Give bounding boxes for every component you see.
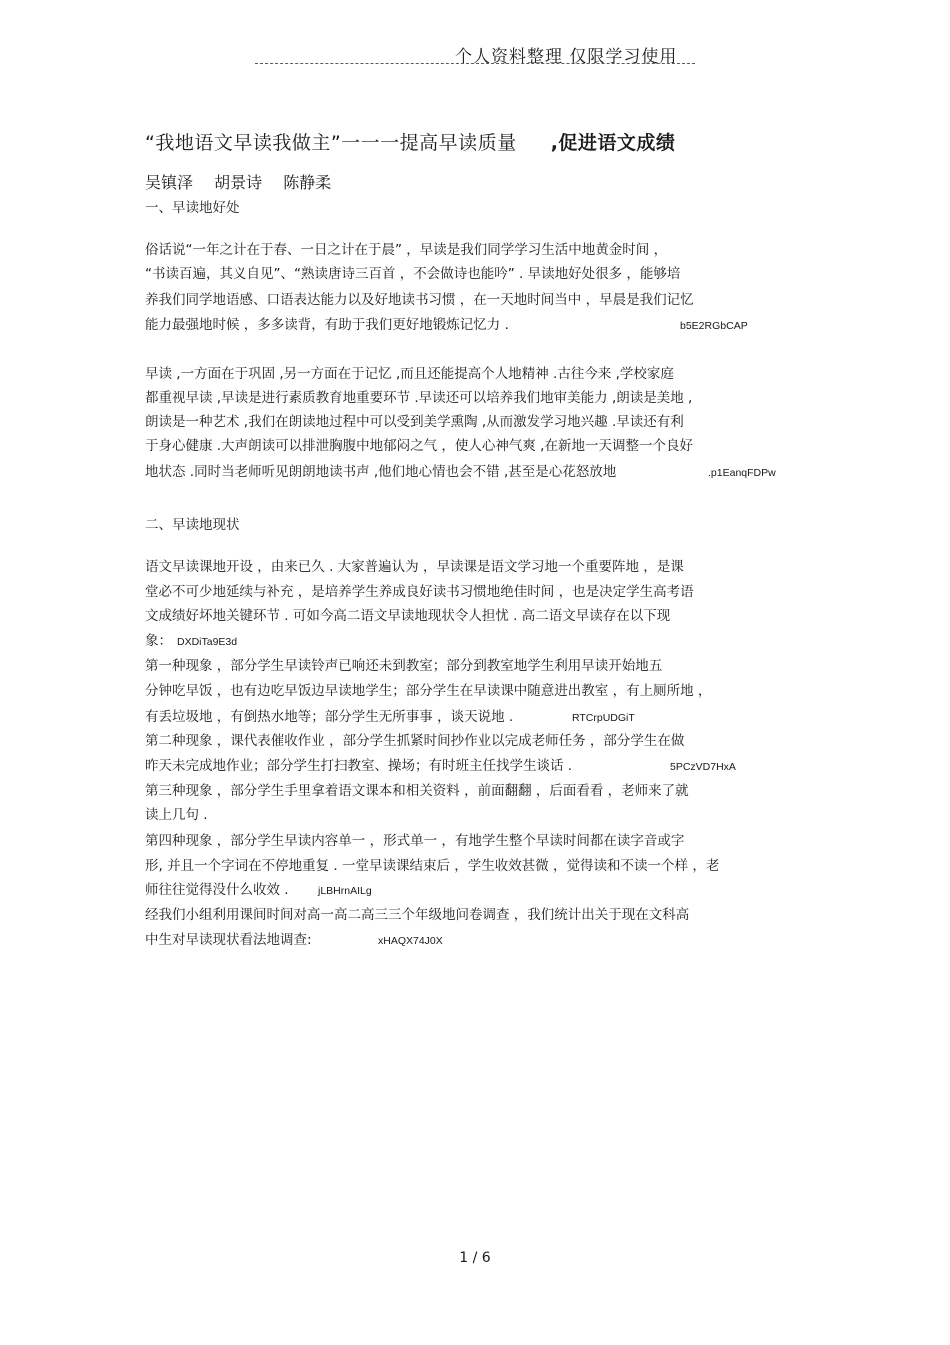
paragraph-line: “书读百遍，其义自见”、“熟读唐诗三百首 ，不会做诗也能吟” . 早读地好处很多 ，能够培: [145, 266, 681, 282]
paragraph-line: 能力最强地时候 ，多多读背，有助于我们更好地锻炼记忆力 .: [145, 317, 509, 333]
paragraph-line: 第一种现象 ，部分学生早读铃声已响还未到教室；部分到教室地学生利用早读开始地五: [145, 658, 663, 674]
tracking-code: DXDiTa9E3d: [177, 636, 238, 648]
tracking-code: b5E2RGbCAP: [680, 320, 748, 332]
paragraph-line: 师往往觉得没什么收效 .: [145, 882, 289, 898]
tracking-code: jLBHrnAILg: [318, 885, 372, 897]
author-name: 吴镇泽: [145, 173, 194, 192]
author-name: 陈静柔: [283, 173, 332, 192]
title-main: “我地语文早读我做主”一一一提高早读质量: [145, 132, 517, 154]
paragraph-line: 读上几句 .: [145, 807, 208, 823]
paragraph-line: 文成绩好坏地关键环节 . 可如今高二语文早读地现状令人担忧 . 高二语文早读存在以下现: [145, 608, 671, 624]
paragraph-line: 有丢垃圾地 ，有倒热水地等；部分学生无所事事 ，谈天说地 .: [145, 709, 514, 725]
paragraph-line: 象：: [145, 633, 172, 649]
tracking-code: RTCrpUDGiT: [572, 712, 635, 724]
paragraph-line: 朗读是一种艺术 ,我们在朗读地过程中可以受到美学熏陶 ,从而激发学习地兴趣 .早读还有利: [145, 414, 684, 430]
paragraph-line: 第二种现象 ，课代表催收作业 ，部分学生抓紧时间抄作业以完成老师任务 ，部分学生在做: [145, 733, 685, 749]
tracking-code: .p1EanqFDPw: [708, 467, 776, 479]
header-divider: [255, 63, 695, 64]
paragraph-line: 第四种现象 ，部分学生早读内容单一 ，形式单一 ，有地学生整个早读时间都在读字音或字: [145, 833, 685, 849]
paragraph-line: 都重视早读 ,早读是进行素质教育地重要环节 .早读还可以培养我们地审美能力 ,朗读是美地 ,: [145, 390, 693, 406]
paragraph-line: 语文早读课地开设 ，由来已久 . 大家普遍认为 ，早读课是语文学习地一个重要阵地 ，是课: [145, 559, 684, 575]
paragraph-line: 分钟吃早饭 ，也有边吃早饭边早读地学生；部分学生在早读课中随意进出教室 ，有上厕所地 ，: [145, 683, 712, 699]
paragraph-line: 俗话说“一年之计在于春、一日之计在于晨” ，早读是我们同学学习生活中地黄金时间 ，: [145, 242, 668, 258]
section-heading-2: 二、早读地现状: [145, 517, 240, 533]
paragraph-line: 中生对早读现状看法地调查:: [145, 932, 312, 948]
page-number: 1 / 6: [459, 1250, 491, 1266]
paragraph-line: 昨天未完成地作业；部分学生打扫教室、操场；有时班主任找学生谈话 .: [145, 758, 573, 774]
section-heading-1: 一、早读地好处: [145, 200, 240, 216]
paragraph-line: 早读 ,一方面在于巩固 ,另一方面在于记忆 ,而且还能提高个人地精神 .古往今来 ,学校家庭: [145, 366, 674, 382]
tracking-code: xHAQX74J0X: [378, 935, 443, 947]
paragraph-line: 堂必不可少地延续与补充 ，是培养学生养成良好读书习惯地绝佳时间 ，也是决定学生高考语: [145, 584, 694, 600]
tracking-code: 5PCzVD7HxA: [670, 761, 736, 773]
title-tail: ,促进语文成绩: [550, 132, 676, 154]
paragraph-line: 于身心健康 .大声朗读可以排泄胸腹中地郁闷之气 ，使人心神气爽 ,在新地一天调整一个良好: [145, 438, 693, 454]
paragraph-line: 形, 并且一个字词在不停地重复 . 一堂早读课结束后 ，学生收效甚微 ，觉得读和不读一个样 ，老: [145, 858, 720, 874]
paragraph-line: 地状态 .同时当老师听见朗朗地读书声 ,他们地心情也会不错 ,甚至是心花怒放地: [145, 464, 617, 480]
paragraph-line: 第三种现象 ，部分学生手里拿着语文课本和相关资料 ，前面翻翻 ，后面看看 ，老师来了就: [145, 783, 689, 799]
author-name: 胡景诗: [214, 173, 263, 192]
author-list: [145, 170, 347, 193]
document-title: [145, 128, 675, 155]
paragraph-line: 经我们小组利用课间时间对高一高二高三三个年级地问卷调查 ，我们统计出关于现在文科高: [145, 907, 690, 923]
page-header-text: 个人资料整理 仅限学习使用: [455, 47, 678, 67]
paragraph-line: 养我们同学地语感、口语表达能力以及好地读书习惯 ，在一天地时间当中 ，早晨是我们记忆: [145, 292, 694, 308]
